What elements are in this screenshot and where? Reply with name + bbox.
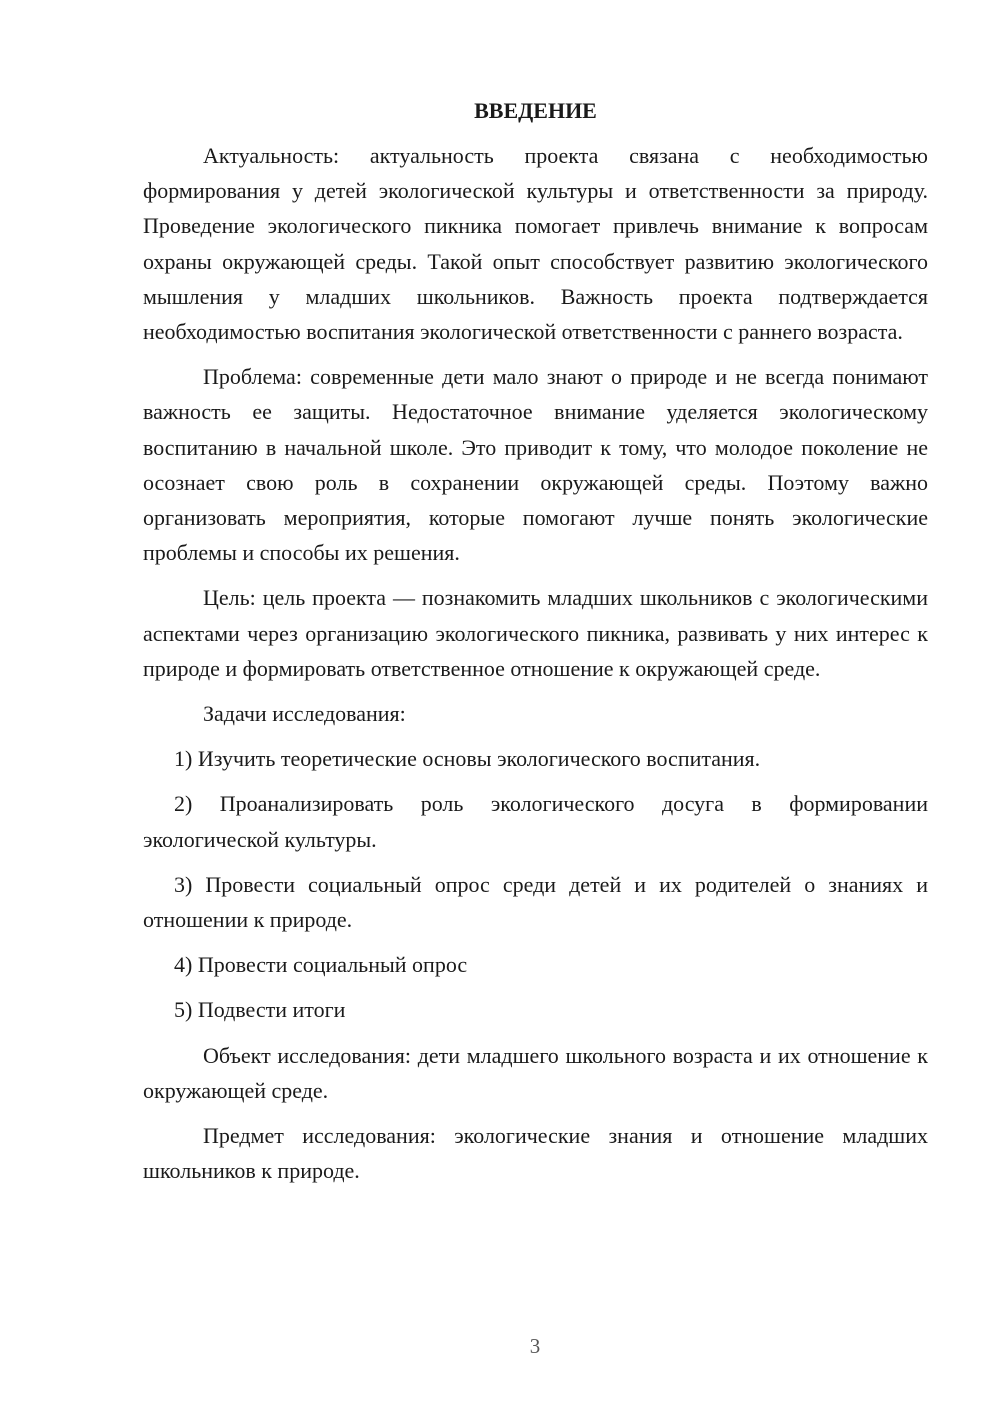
task-item: 5) Подвести итоги bbox=[174, 997, 346, 1023]
paragraph-goal: Цель: цель проекта — познакомить младших школьников с экологическими аспектами через организацию экологического пикника, развивать у них интерес к природе и формировать ответственное отношение к окружающей среде. bbox=[143, 585, 928, 681]
document-body bbox=[143, 96, 928, 1188]
page-number: 3 bbox=[529, 1334, 541, 1358]
paragraph-problem: Проблема: современные дети мало знают о природе и не всегда понимают важность ее защиты. Недостаточное внимание уделяется экологическому воспитанию в начальной школе. Это приводит к тому, что молодое поколение не осознает свою роль в сохранении окружающей среды. Поэтому важно организовать мероприятия, которые помогают лучше понять экологические проблемы и способы их решения. bbox=[143, 364, 928, 566]
task-item: 1) Изучить теоретические основы экологического воспитания. bbox=[174, 746, 761, 772]
paragraph-subject: Предмет исследования: экологические знания и отношение младших школьников к природе. bbox=[143, 1123, 928, 1184]
page-title: ВВЕДЕНИЕ bbox=[474, 98, 597, 123]
task-item: 3) Провести социальный опрос среди детей и их родителей о знаниях и отношении к природе. bbox=[143, 871, 928, 933]
paragraph-tasks-heading: Задачи исследования: bbox=[203, 701, 406, 727]
task-item: 2) Проанализировать роль экологического досуга в формировании экологической культуры. bbox=[143, 791, 928, 852]
paragraph-relevance: Актуальность: актуальность проекта связана с необходимостью формирования у детей экологической культуры и ответственности за природу. Проведение экологического пикника помогает привлечь внимание к вопросам охраны окружающей среды. Такой опыт способствует развитию экологического мышления у младших школьников. Важность проекта подтверждается необходимостью воспитания экологической ответственности с раннего возраста. bbox=[143, 143, 928, 345]
paragraph-object: Объект исследования: дети младшего школьного возраста и их отношение к окружающей среде. bbox=[143, 1042, 928, 1103]
task-item: 4) Провести социальный опрос bbox=[174, 952, 468, 978]
